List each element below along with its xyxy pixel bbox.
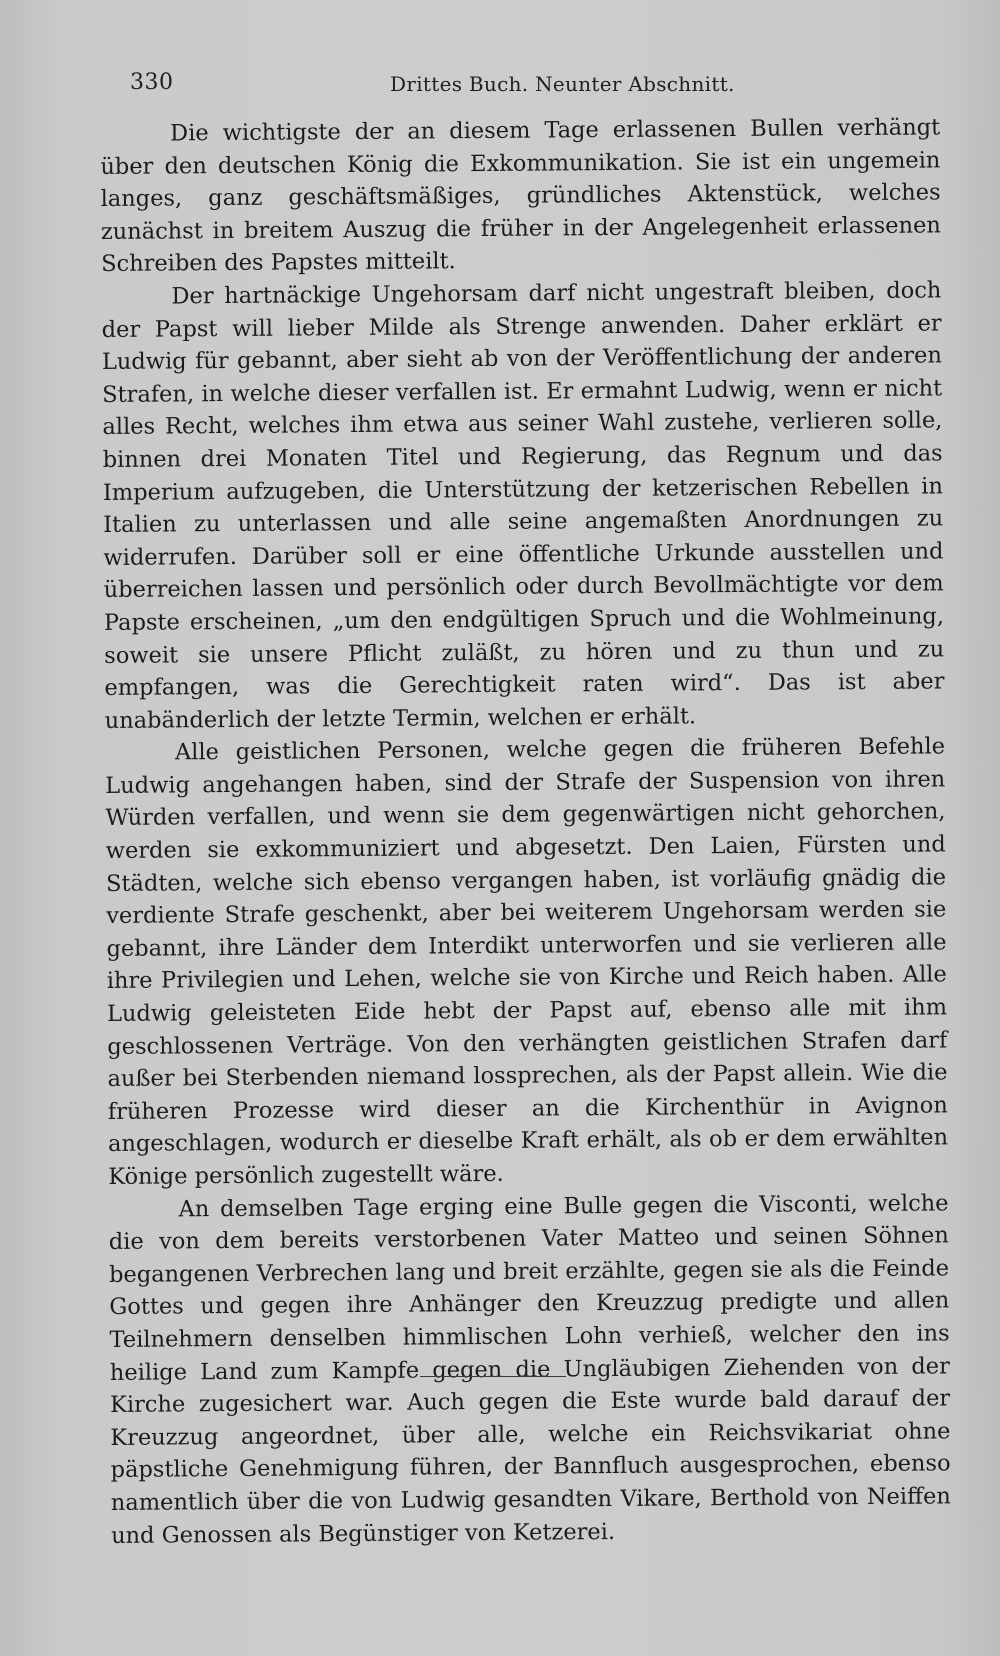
paragraph: Alle geistlichen Personen, welche gegen die früheren Befehle Ludwig angehangen haben, sind der Strafe der Suspension von ihren Würden verfallen, und wenn sie dem gegenwärtigen nicht gehorchen, werden sie exkommuniziert und abgesetzt. Den Laien, Fürsten und Städten, welche sich ebenso vergangen haben, ist vorläufig gnädig die verdiente Strafe geschenkt, aber bei weiterem Ungehorsam werden sie gebannt, ihre Länder dem Interdikt unterworfen und sie verlieren alle ihre Privilegien und Lehen, welche sie von Kirche und Reich haben. Alle Ludwig geleisteten Eide hebt der Papst auf, ebenso alle mit ihm geschlossenen Verträge. Von den verhängten geistlichen Strafen darf außer bei Sterbenden niemand lossprechen, als der Papst allein. Wie die früheren Prozesse wird dieser an die Kirchenthür in Avignon angeschlagen, wodurch er dieselbe Kraft erhält, als ob er dem erwählten Könige persönlich zugestellt wäre.	[105, 733, 949, 1190]
section-end-rule	[420, 1376, 566, 1377]
paragraph: An demselben Tage erging eine Bulle gegen die Visconti, welche die von dem bereits verstorbenen Vater Matteo und seinen Söhnen begangenen Verbrechen lang und breit erzählte, gegen sie als die Feinde Gottes und gegen ihre Anhänger den Kreuzzug predigte und allen Teilnehmern denselben himmlischen Lohn verhieß, welcher den ins heilige Land zum Kampfe gegen die Ungläubigen Ziehenden von der Kirche zugesichert war. Auch gegen die Este wurde bald darauf der Kreuzzug angeordnet, über alle, welche ein Reichsvikariat ohne päpstliche Genehmigung führen, der Bannfluch ausgesprochen, ebenso namentlich über die von Ludwig gesandten Vikare, Berthold von Neiffen und Genossen als Begünstiger von Ketzerei.	[108, 1189, 951, 1549]
body-text	[100, 111, 951, 1552]
page-number: 330	[130, 70, 174, 95]
paragraph: Die wichtigste der an diesem Tage erlassenen Bullen verhängt über den deutschen König die Exkommunikation. Sie ist ein ungemein langes, ganz geschäftsmäßiges, gründliches Aktenstück, welches zunächst in breitem Auszug die früher in der Angelegenheit erlassenen Schreiben des Papstes mitteilt.	[100, 114, 941, 278]
page-header	[130, 70, 940, 104]
running-head: Drittes Buch. Neunter Abschnitt.	[390, 72, 735, 96]
paragraph: Der hartnäckige Ungehorsam darf nicht ungestraft bleiben, doch der Papst will lieber Milde als Strenge anwenden. Daher erklärt er Ludwig für gebannt, aber sieht ab von der Veröffentlichung der anderen Strafen, in welche dieser verfallen ist. Er ermahnt Ludwig, wenn er nicht alles Recht, welches ihm etwa aus seiner Wahl zustehe, verlieren solle, binnen drei Monaten Titel und Regierung, das Regnum und das Imperium aufzugeben, die Unterstützung der ketzerischen Rebellen in Italien zu unterlassen und alle seine angemaßten Anordnungen zu widerrufen. Darüber soll er eine öffentliche Urkunde ausstellen und überreichen lassen und persönlich oder durch Bevollmächtigte vor dem Papste erscheinen, „um den endgültigen Spruch und die Wohlmeinung, soweit sie unsere Pflicht zuläßt, zu hören und zu thun und zu empfangen, was die Gerechtigkeit raten wird“. Das ist aber unabänderlich der letzte Termin, welchen er erhält.	[101, 277, 945, 734]
